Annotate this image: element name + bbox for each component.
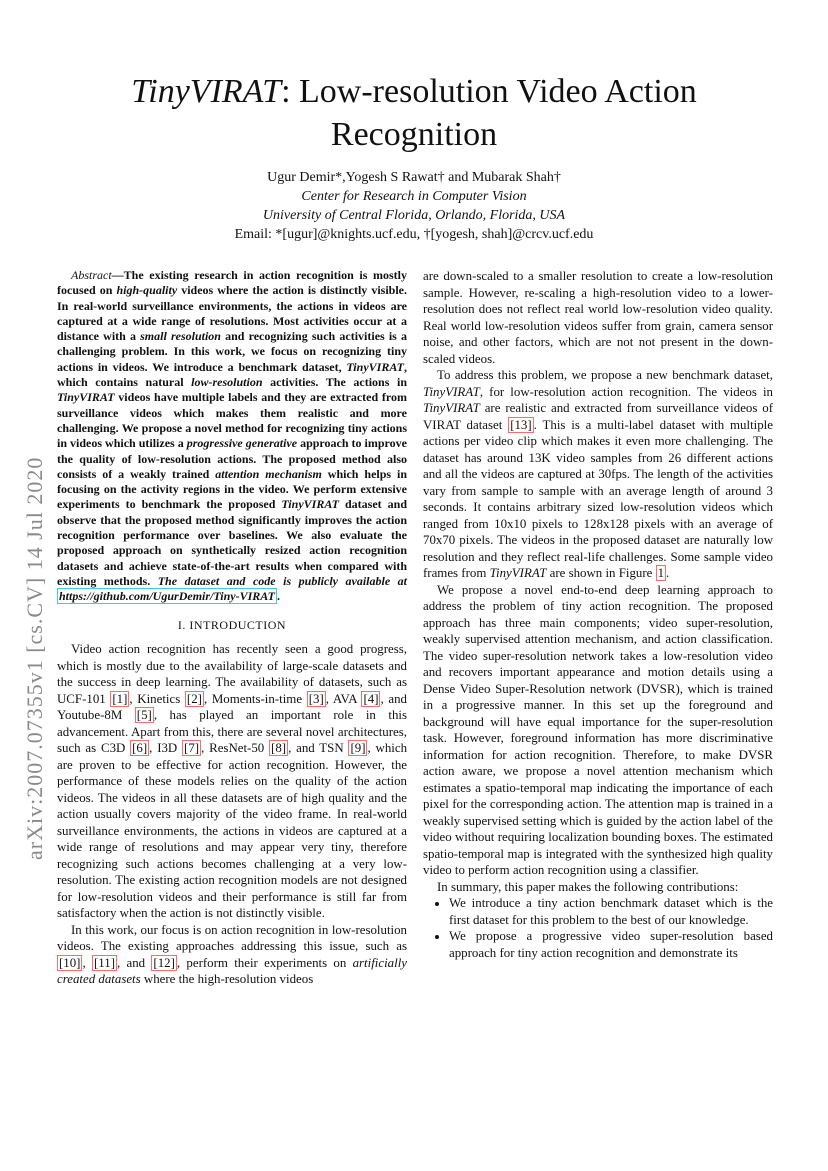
abstract-text: .: [276, 589, 280, 604]
para-text: To address this problem, we propose a new benchmark dataset,: [437, 368, 773, 382]
abstract-emphasis: high-quality: [116, 283, 178, 298]
right-paragraph-2: [423, 367, 773, 582]
para-emphasis: artificially created datasets: [57, 955, 407, 987]
contribution-item: • We propose a progressive video super-resolution based approach for tiny action recognition and demonstrate its: [449, 928, 773, 961]
para-text: where the high-resolution videos: [140, 972, 314, 987]
abstract-emphasis: The dataset and code is publicly available at: [157, 573, 408, 588]
para-text: , AVA: [325, 691, 362, 706]
contribution-list: [423, 895, 773, 961]
citation-link[interactable]: [11]: [94, 955, 115, 970]
para-text: .: [666, 566, 670, 580]
abstract-text: which helps in focusing on the activity regions in the video. We perform extensive experiments to benchmark the proposed: [57, 466, 408, 512]
right-paragraph-1: are down-scaled to a smaller resolution to create a low-resolution sample. However, re-scaling a high-resolution video to a lower- resolution does not reflect real world low-resolution video quality. Real world low-resolution videos suffer from grain, camera sensor noise, and other factors, which are not not present in the down-scaled videos.: [423, 269, 773, 366]
abstract-emphasis: small resolution: [140, 329, 221, 344]
citation-link[interactable]: [3]: [308, 691, 324, 706]
abstract-emphasis: attention mechanism: [215, 466, 322, 481]
citation-link[interactable]: [9]: [350, 741, 366, 756]
abstract-text: and recognizing such activities is a challenging problem. In this work, we focus on recognizing tiny actions in videos. We introduce a benchmark dataset,: [57, 329, 407, 374]
abstract-text: videos where the action is distinctly visible. In real-world surveillance environments, the actions in videos are captured at a wide range of resolutions. Most activities occur at a distance with a: [57, 283, 408, 344]
right-paragraph-3: We propose a novel end-to-end deep learning approach to address the problem of tiny action recognition. The proposed approach has three main components; video super-resolution, weakly supervised attention mechanism, and action classification. The video super-resolution network takes a low-resolution video and recovers important appearance and motion details using a Dense Video Super-Resolution network (DVSR), which is trained in a progressive manner. In this set up the foreground and background will have equal importance for the super-resolution task. However, foreground information has more discriminative information for action recognition. Therefore, to make DVSR action aware, we propose a novel attention mechanism which estimates a spatio-temporal map indicating the importance of each pixel for the corresponding action. The attention map is trained in a weakly supervised setting which is guided by the action label of the video without requiring localization bounding boxes. The estimated spatio-temporal map is integrated with the synthesized high quality video to perform action recognition using a classifier.: [423, 582, 773, 877]
citation-link[interactable]: [12]: [153, 955, 175, 970]
abstract-lead: Abstract: [71, 268, 112, 282]
figure-link[interactable]: 1: [657, 566, 665, 580]
intro-paragraph-2: [57, 922, 407, 988]
abstract-text: activities. The actions in: [262, 375, 407, 390]
para-text: , and Youtube-8M: [57, 691, 407, 723]
citation-link[interactable]: [2]: [186, 691, 202, 706]
author-block: [0, 168, 828, 244]
para-text: , perform their experiments on: [176, 955, 353, 970]
para-text: , for low-resolution action recognition. The videos in: [479, 384, 773, 399]
citation-link[interactable]: [5]: [136, 708, 152, 723]
para-text: In this work, our focus is on action recognition in low-resolution videos. The existing approaches addressing this issue, such as: [57, 922, 407, 954]
affiliation-2: University of Central Florida, Orlando, Florida, USA: [262, 208, 566, 223]
citation-link[interactable]: [6]: [132, 741, 148, 756]
section-heading: I. INTRODUCTION: [177, 617, 287, 632]
abstract-text: —The existing research in action recognition is mostly focused on: [57, 268, 407, 298]
citation-link[interactable]: [1]: [112, 691, 128, 706]
abstract-text: approach to improve the quality of low-resolution actions. The proposed method also consists of a weakly trained: [57, 436, 407, 481]
para-text: , has played an important role in this advancement. Apart from this, there are several novel architectures, such as C3D: [57, 708, 407, 756]
para-emphasis: TinyVIRAT: [423, 401, 480, 415]
para-text: . This is a multi-label dataset with multiple actions per video clip which makes it even more challenging. The dataset has around 13K video samples from 26 different actions and all the videos are captured at 30fps. The length of the activities vary from sample to sample with an average length of around 3 seconds. It contains arbitrary sized low-resolution videos which ranged from 10x10 pixels to 128x128 pixels with an average of 70x70 pixels. The videos in the proposed dataset are naturally low resolution and they reflect real-life challenges. Some sample video frames from: [423, 417, 773, 580]
affiliation-1: Center for Research in Computer Vision: [301, 189, 527, 204]
title-italic: TinyVIRAT: [131, 73, 282, 110]
author-email: Email: *[ugur]@knights.ucf.edu, †[yogesh, shah]@crcv.ucf.edu: [234, 227, 594, 242]
abstract-emphasis: low-resolution: [191, 375, 263, 390]
para-text: Video action recognition has recently seen a good progress, which is mostly due to the availability of large-scale datasets and the success in deep learning. The availability of datasets, such as UCF-101: [57, 642, 407, 706]
abstract-text: videos have multiple labels and they are extracted from surveillance videos which makes them realistic and more challenging. We propose a novel method for recognizing tiny actions in videos which utilizes a: [57, 390, 407, 451]
para-text: , ResNet-50: [201, 741, 270, 756]
right-paragraph-4: In summary, this paper makes the following contributions:: [437, 879, 739, 894]
author-names: Ugur Demir*,Yogesh S Rawat† and Mubarak Shah†: [267, 170, 561, 185]
intro-paragraph-1: [57, 641, 407, 922]
para-text: are realistic and extracted from surveillance videos of VIRAT dataset: [423, 401, 773, 432]
para-text: , and: [117, 955, 152, 970]
abstract-text: dataset and observe that the proposed method significantly improves the action recognition performance over baselines. We also evaluate the proposed approach on synthetically resized action recognition datasets and achieve state-of-the-art results when compared with existing methods.: [57, 497, 408, 588]
right-column: [423, 268, 773, 961]
abstract: [57, 268, 407, 605]
abstract-emphasis: progressive generative: [186, 436, 298, 451]
title-line1: : Low-resolution Video Action: [281, 73, 697, 110]
abstract-emphasis: TinyVIRAT: [57, 390, 115, 405]
para-emphasis: TinyVIRAT: [489, 566, 547, 580]
citation-link[interactable]: [4]: [363, 691, 379, 706]
para-text: , Kinetics: [129, 691, 185, 706]
github-link[interactable]: https://github.com/UgurDemir/Tiny-VIRAT: [59, 589, 275, 604]
para-text: ,: [82, 955, 92, 970]
para-text: , I3D: [149, 741, 183, 756]
abstract-emphasis: TinyVIRAT: [281, 497, 339, 512]
citation-link[interactable]: [10]: [59, 955, 81, 970]
left-column: [57, 268, 407, 988]
contribution-item: • We introduce a tiny action benchmark dataset which is the first dataset for this problem to the best of our knowledge.: [449, 895, 773, 928]
para-text: , Moments-in-time: [203, 691, 307, 706]
citation-link[interactable]: [7]: [184, 741, 200, 756]
citation-link[interactable]: [8]: [271, 741, 287, 756]
paper-title: [0, 70, 828, 156]
para-text: , and TSN: [288, 741, 349, 756]
arxiv-stamp: arXiv:2007.07355v1 [cs.CV] 14 Jul 2020: [22, 456, 47, 860]
para-emphasis: TinyVIRAT: [423, 384, 480, 399]
abstract-emphasis: TinyVIRAT: [346, 359, 404, 374]
para-text: are shown in Figure: [546, 566, 656, 580]
citation-link[interactable]: [13]: [510, 417, 532, 432]
abstract-text: , which contains natural: [57, 359, 407, 390]
para-text: , which are proven to be effective for action recognition. However, the performance of these models relies on the quality of the action videos. The videos in all these datasets are of high quality and the action usually covers majority of the video frame. In real-world surveillance environments, the actions in videos are captured at a wide range of resolutions and may appear very tiny, therefore recognizing such actions becomes challenging at a very low-resolution. The existing action recognition models are not designed for low-resolution videos and their performance is still far from satisfactory when the action is not distinctly visible.: [57, 741, 408, 921]
title-line2: Recognition: [330, 116, 498, 153]
